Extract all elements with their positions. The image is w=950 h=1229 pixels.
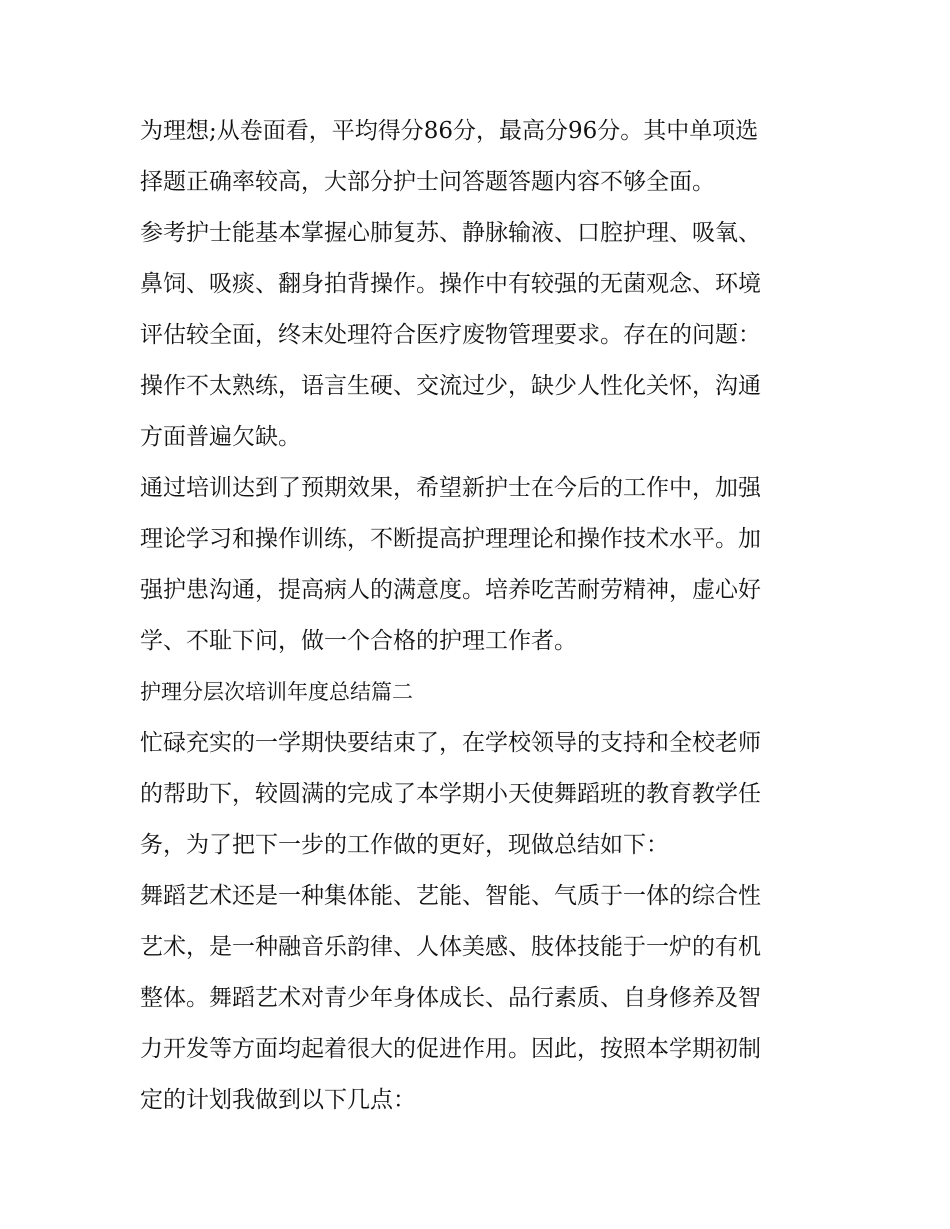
text-line-9: 理论学习和操作训练，不断提高护理理论和操作技术水平。加 (140, 526, 761, 552)
text-line-20: 定的计划我做到以下几点： (140, 1087, 416, 1113)
text-line-4: 鼻饲、吸痰、翻身拍背操作。操作中有较强的无菌观念、环境 (140, 271, 761, 297)
text-line-11: 学、不耻下问，做一个合格的护理工作者。 (140, 628, 577, 654)
text-line-1: 为理想;从卷面看，平均得分86分，最高分96分。其中单项选 (140, 118, 759, 144)
text-line-17: 艺术，是一种融音乐韵律、人体美感、肢体技能于一炉的有机 (140, 934, 761, 960)
text-line-16: 舞蹈艺术还是一种集体能、艺能、智能、气质于一体的综合性 (140, 883, 761, 909)
text-line-19: 力开发等方面均起着很大的促进作用。因此，按照本学期初制 (140, 1036, 761, 1062)
section-heading: 护理分层次培训年度总结篇二 (140, 680, 413, 704)
text-line-3: 参考护士能基本掌握心肺复苏、静脉输液、口腔护理、吸氧、 (140, 220, 761, 246)
text-line-6: 操作不太熟练，语言生硬、交流过少，缺少人性化关怀，沟通 (140, 373, 761, 399)
text-line-15: 务，为了把下一步的工作做的更好，现做总结如下： (140, 832, 669, 858)
text-line-18: 整体。舞蹈艺术对青少年身体成长、品行素质、自身修养及智 (140, 985, 761, 1011)
text-line-13: 忙碌充实的一学期快要结束了，在学校领导的支持和全校老师 (140, 730, 761, 756)
text-line-5: 评估较全面，终末处理符合医疗废物管理要求。存在的问题： (140, 322, 761, 348)
text-line-7: 方面普遍欠缺。 (140, 424, 301, 450)
text-line-2: 择题正确率较高，大部分护士问答题答题内容不够全面。 (140, 169, 715, 195)
document-body (140, 106, 820, 1126)
text-line-14: 的帮助下，较圆满的完成了本学期小天使舞蹈班的教育教学任 (140, 781, 761, 807)
text-line-8: 通过培训达到了预期效果，希望新护士在今后的工作中，加强 (140, 475, 761, 501)
text-line-10: 强护患沟通，提高病人的满意度。培养吃苦耐劳精神，虚心好 (140, 577, 761, 603)
